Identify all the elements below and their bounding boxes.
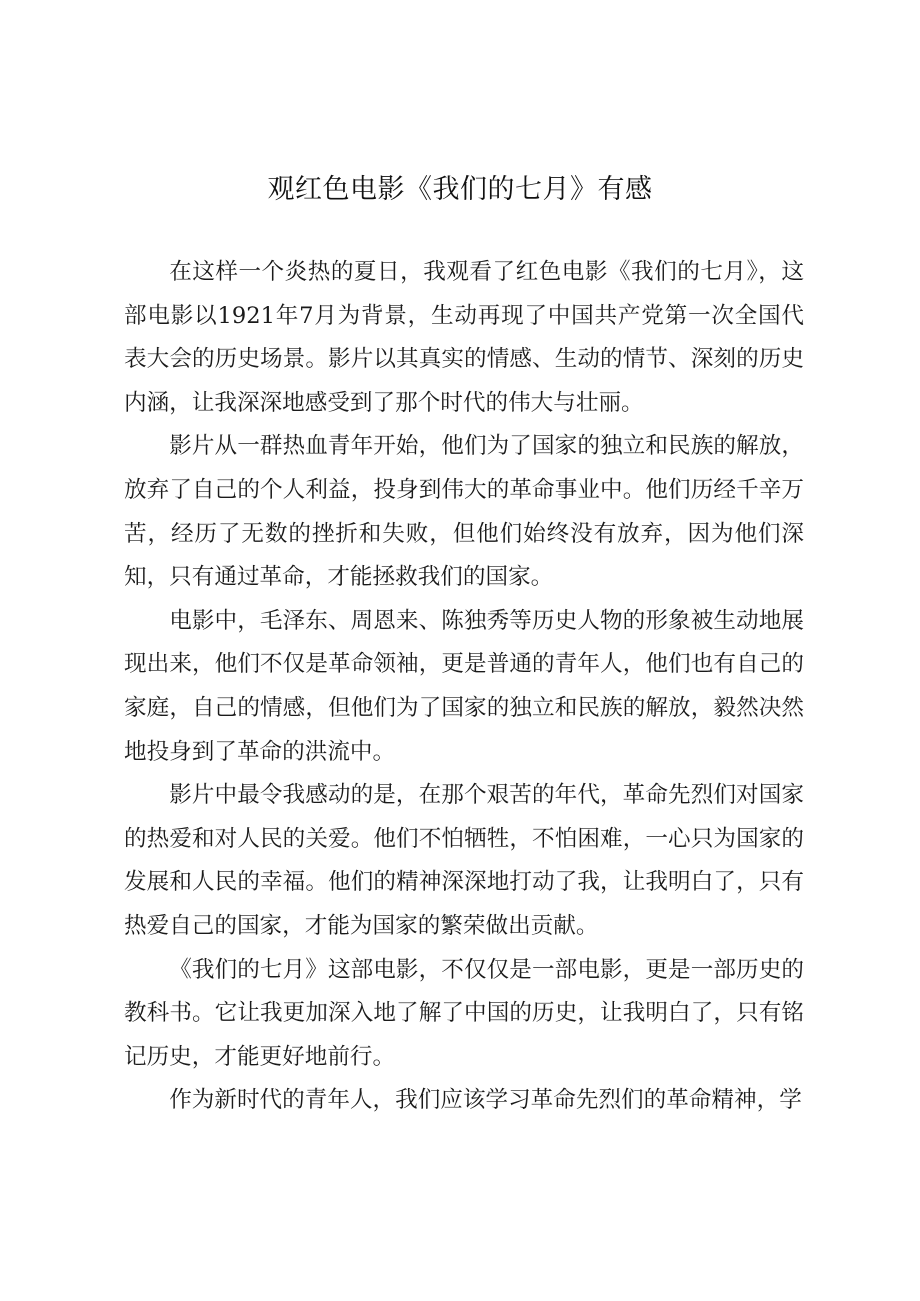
document-title: 观红色电影《我们的七月》有感 [267, 174, 653, 205]
paragraph: 《我们的七月》这部电影，不仅仅是一部电影，更是一部历史的教科书。它让我更加深入地了解了中国的历史，让我明白了，只有铭记历史，才能更好地前行。 [124, 956, 804, 1070]
paragraph: 在这样一个炎热的夏日，我观看了红色电影《我们的七月》，这部电影以1921年7月为背景，生动再现了中国共产党第一次全国代表大会的历史场景。影片以其真实的情感、生动的情节、深刻的历史内涵，让我深深地感受到了那个时代的伟大与壮丽。 [124, 259, 804, 416]
paragraph: 影片中最令我感动的是，在那个艰苦的年代，革命先烈们对国家的热爱和对人民的关爱。他们不怕牺牲，不怕困难，一心只为国家的发展和人民的幸福。他们的精神深深地打动了我，让我明白了，只有热爱自己的国家，才能为国家的繁荣做出贡献。 [124, 782, 804, 939]
paragraph: 电影中，毛泽东、周恩来、陈独秀等历史人物的形象被生动地展现出来，他们不仅是革命领袖，更是普通的青年人，他们也有自己的家庭，自己的情感，但他们为了国家的独立和民族的解放，毅然决然地投身到了革命的洪流中。 [124, 607, 804, 765]
paragraph: 影片从一群热血青年开始，他们为了国家的独立和民族的解放，放弃了自己的个人利益，投身到伟大的革命事业中。他们历经千辛万苦，经历了无数的挫折和失败，但他们始终没有放弃，因为他们深知，只有通过革命，才能拯救我们的国家。 [124, 433, 804, 591]
document-body [124, 251, 804, 1123]
paragraph: 作为新时代的青年人，我们应该学习革命先烈们的革命精神，学 [169, 1087, 802, 1114]
